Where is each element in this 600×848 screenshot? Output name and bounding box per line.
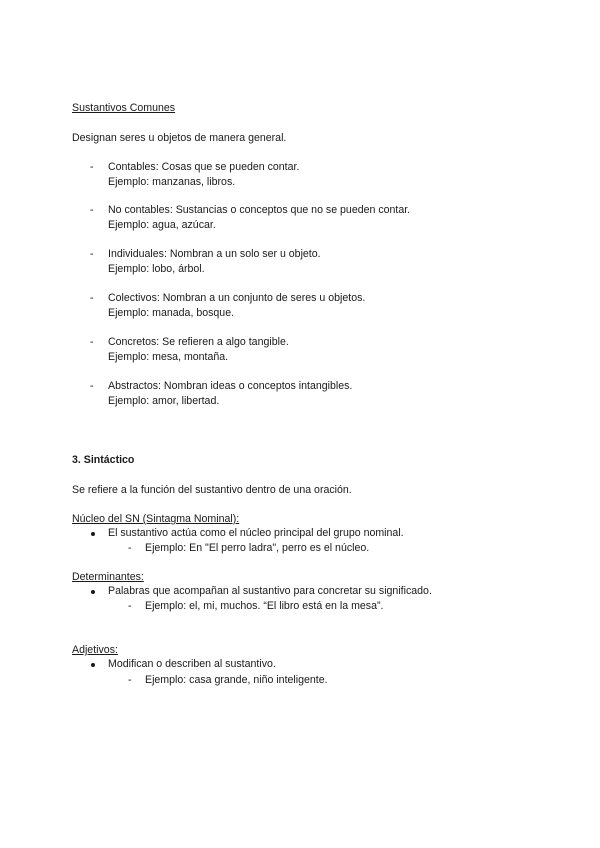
example-text: Ejemplo: En "El perro ladra", perro es el núcleo. bbox=[145, 542, 370, 554]
subsection-title: Determinantes: bbox=[72, 571, 144, 583]
list-item-example: Ejemplo: manada, bosque. bbox=[108, 307, 235, 319]
dash-marker: - bbox=[90, 292, 94, 304]
bullet-text: Palabras que acompañan al sustantivo para concretar su significado. bbox=[108, 585, 432, 597]
dash-marker: - bbox=[128, 674, 132, 686]
list-item-text: Colectivos: Nombran a un conjunto de seres u objetos. bbox=[108, 292, 366, 304]
dash-marker: - bbox=[128, 600, 132, 612]
dash-marker: - bbox=[90, 248, 94, 260]
list-item-text: Concretos: Se refieren a algo tangible. bbox=[108, 336, 289, 348]
section-intro: Se refiere a la función del sustantivo dentro de una oración. bbox=[72, 484, 352, 496]
bullet-icon bbox=[91, 590, 95, 594]
list-item-text: Contables: Cosas que se pueden contar. bbox=[108, 161, 300, 173]
section-title: Sustantivos Comunes bbox=[72, 102, 176, 114]
dash-marker: - bbox=[128, 542, 132, 554]
bullet-icon bbox=[91, 532, 95, 536]
list-item-example: Ejemplo: manzanas, libros. bbox=[108, 176, 236, 188]
section-heading: 3. Sintáctico bbox=[72, 454, 135, 466]
bullet-text: El sustantivo actúa como el núcleo principal del grupo nominal. bbox=[108, 527, 404, 539]
section-intro: Designan seres u objetos de manera general. bbox=[72, 132, 287, 144]
list-item-example: Ejemplo: mesa, montaña. bbox=[108, 351, 229, 363]
list-item-example: Ejemplo: lobo, árbol. bbox=[108, 263, 205, 275]
subsection-title: Adjetivos: bbox=[72, 644, 118, 656]
dash-marker: - bbox=[90, 161, 94, 173]
subsection-title: Núcleo del SN (Sintagma Nominal): bbox=[72, 513, 240, 525]
list-item-text: No contables: Sustancias o conceptos que no se pueden contar. bbox=[108, 204, 411, 216]
list-item-text: Individuales: Nombran a un solo ser u objeto. bbox=[108, 248, 321, 260]
list-item-example: Ejemplo: amor, libertad. bbox=[108, 395, 220, 407]
bullet-icon bbox=[91, 663, 95, 667]
list-item-example: Ejemplo: agua, azúcar. bbox=[108, 219, 216, 231]
example-text: Ejemplo: el, mi, muchos. “El libro está en la mesa”. bbox=[145, 600, 384, 612]
list-item-text: Abstractos: Nombran ideas o conceptos intangibles. bbox=[108, 380, 353, 392]
dash-marker: - bbox=[90, 380, 94, 392]
bullet-text: Modifican o describen al sustantivo. bbox=[108, 658, 276, 670]
dash-marker: - bbox=[90, 204, 94, 216]
example-text: Ejemplo: casa grande, niño inteligente. bbox=[145, 674, 328, 686]
dash-marker: - bbox=[90, 336, 94, 348]
